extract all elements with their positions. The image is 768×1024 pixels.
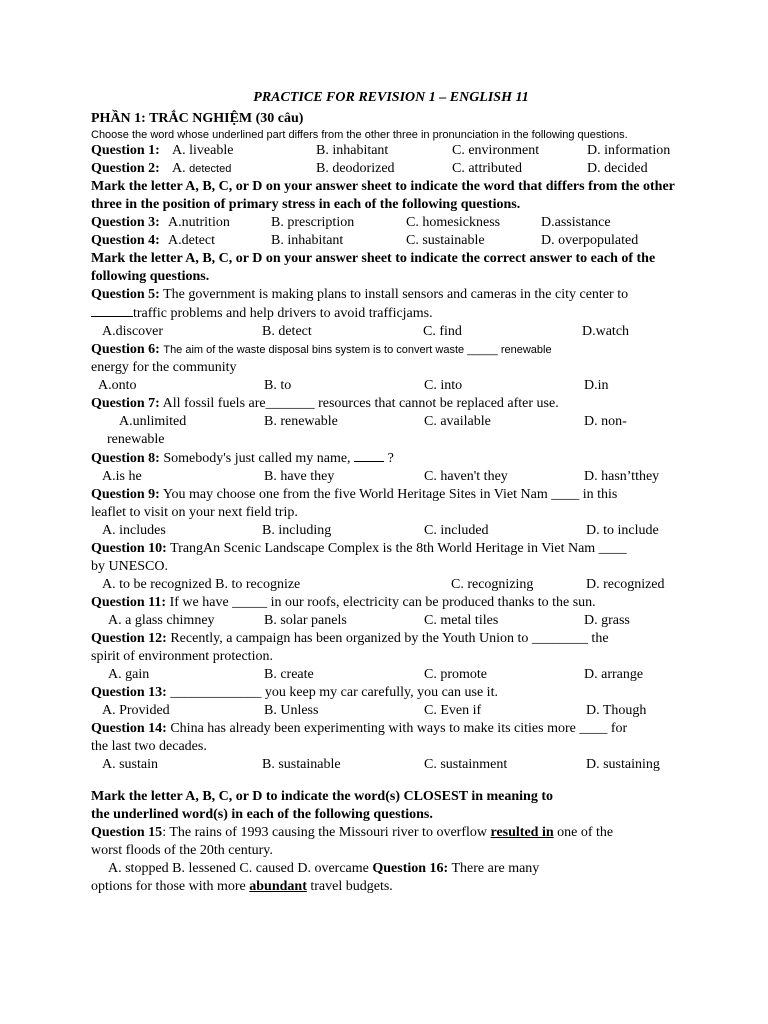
option-d: D. overpopulated <box>541 233 639 248</box>
option-b: B. Unless <box>264 703 319 718</box>
answer-blank <box>354 449 384 462</box>
option-d: D. arrange <box>584 667 644 682</box>
option-c: C. homesickness <box>406 215 501 230</box>
option-c: C. recognizing <box>451 577 534 592</box>
question-16-text: There are many <box>451 861 540 876</box>
question-7-options <box>91 413 691 431</box>
option-d: D. Though <box>586 703 647 718</box>
option-c: C. promote <box>424 667 487 682</box>
option-a: A.is he <box>102 469 142 484</box>
option-b: B. deodorized <box>316 161 395 176</box>
question-text-cont: energy for the community <box>91 360 237 375</box>
option-b: B. detect <box>262 324 312 339</box>
answer-blank <box>91 304 133 317</box>
question-label: Question 10: <box>91 541 167 556</box>
option-b: B. solar panels <box>264 613 347 628</box>
option-b: B. to <box>264 378 292 393</box>
part-heading: PHẦN 1: TRẮC NGHIỆM (30 câu) <box>91 111 304 126</box>
question-14-options <box>91 756 691 774</box>
question-13 <box>91 684 691 702</box>
document-page <box>91 88 691 896</box>
option-a: A.discover <box>102 324 164 339</box>
option-a <box>172 160 231 178</box>
option-c: C. sustainable <box>406 233 485 248</box>
option-d: D. information <box>587 143 671 158</box>
option-d: D. sustaining <box>586 757 660 772</box>
question-5-options <box>91 323 691 341</box>
option-b: B. including <box>262 523 332 538</box>
question-9-options <box>91 522 691 540</box>
option-c: C. haven't they <box>424 469 508 484</box>
option-b: B. inhabitant <box>271 233 344 248</box>
option-a: A.unlimited <box>119 414 187 429</box>
option-c: C. find <box>423 324 462 339</box>
question-2 <box>91 160 691 178</box>
question-3 <box>91 214 691 232</box>
option-b: B. inhabitant <box>316 143 389 158</box>
option-c: C. available <box>424 414 491 429</box>
option-b: B. have they <box>264 469 335 484</box>
question-text-cont: by UNESCO. <box>91 559 169 574</box>
question-text: Somebody's just called my name, <box>163 451 351 466</box>
option-c: C. into <box>424 378 463 393</box>
option-d: D. decided <box>587 161 648 176</box>
question-label: Question 15 <box>91 825 163 840</box>
question-6 <box>91 341 691 377</box>
question-text-cont: leaflet to visit on your next field trip. <box>91 505 298 520</box>
question-text-cont: traffic problems and help drivers to avoid trafficjams. <box>133 306 433 321</box>
option-d: D. non- <box>584 414 627 429</box>
option-b: B. create <box>264 667 314 682</box>
question-10-options <box>91 576 691 594</box>
question-10 <box>91 540 691 576</box>
question-label: Question 14: <box>91 721 167 736</box>
question-11-options <box>91 612 691 630</box>
question-11 <box>91 594 691 612</box>
question-text: If we have _____ in our roofs, electricity can be produced thanks to the sun. <box>169 595 596 610</box>
option-a: A. sustain <box>102 757 158 772</box>
question-14 <box>91 720 691 756</box>
question-7 <box>91 395 691 413</box>
option-a: A.onto <box>98 378 137 393</box>
option-c: C. sustainment <box>424 757 508 772</box>
instruction-stress: Mark the letter A, B, C, or D on your answer sheet to indicate the word that differs from the other three in the position of primary stress in each of the following questions. <box>91 179 675 212</box>
option-d: D. to include <box>586 523 659 538</box>
question-label: Question 1: <box>91 143 160 158</box>
option-c: C. attributed <box>452 161 522 176</box>
question-1 <box>91 142 691 160</box>
question-text-cont: the last two decades. <box>91 739 207 754</box>
question-12 <box>91 630 691 666</box>
option-c: C. included <box>424 523 489 538</box>
instruction-closest-line2: the underlined word(s) in each of the following questions. <box>91 807 433 822</box>
question-text-end: one of the <box>557 825 614 840</box>
question-text-cont: worst floods of the 20th century. <box>91 843 273 858</box>
option-a: A.nutrition <box>168 215 230 230</box>
option-b: B. prescription <box>271 215 355 230</box>
question-text: TrangAn Scenic Landscape Complex is the 8th World Heritage in Viet Nam ____ <box>170 541 627 556</box>
option-d: D. hasn’tthey <box>584 469 660 484</box>
option-d-cont: renewable <box>107 432 165 447</box>
question-4 <box>91 232 691 250</box>
question-12-options <box>91 666 691 684</box>
question-6-options <box>91 377 691 395</box>
question-label: Question 13: <box>91 685 167 700</box>
question-text: You may choose one from the five World Heritage Sites in Viet Nam ____ in this <box>162 487 618 502</box>
question-label: Question 4: <box>91 233 160 248</box>
page-title: PRACTICE FOR REVISION 1 – ENGLISH 11 <box>253 90 529 105</box>
question-16-text-end: travel budgets. <box>310 879 393 894</box>
question-text: The government is making plans to install sensors and cameras in the city center to <box>163 287 629 302</box>
option-c: C. metal tiles <box>424 613 499 628</box>
option-a: A.detect <box>168 233 216 248</box>
question-13-options <box>91 702 691 720</box>
instruction-correct-answer: Mark the letter A, B, C, or D on your answer sheet to indicate the correct answer to each of the following questions. <box>91 251 656 284</box>
option-a: A. gain <box>108 667 150 682</box>
option-d: D.watch <box>582 324 630 339</box>
question-5 <box>91 286 691 323</box>
question-label: Question 2: <box>91 161 160 176</box>
question-text: : The rains of 1993 causing the Missouri river to overflow <box>162 825 487 840</box>
instruction-pronunciation: Choose the word whose underlined part differs from the other three in pronunciation in the following questions. <box>91 129 628 141</box>
option-d: D.in <box>584 378 609 393</box>
option-d: D.assistance <box>541 215 611 230</box>
question-8 <box>91 449 691 468</box>
option-a: A. includes <box>102 523 166 538</box>
question-label: Question 3: <box>91 215 160 230</box>
question-label: Question 5: <box>91 287 160 302</box>
question-9 <box>91 486 691 522</box>
underlined-word: abundant <box>249 879 307 894</box>
question-label: Question 9: <box>91 487 160 502</box>
option-d: D. recognized <box>586 577 665 592</box>
question-label: Question 6: <box>91 342 160 357</box>
question-text: All fossil fuels are_______ resources that cannot be replaced after use. <box>162 396 559 411</box>
option-b: B. sustainable <box>262 757 341 772</box>
option-d: D. grass <box>584 613 630 628</box>
question-text: The aim of the waste disposal bins system is to convert waste _____ renewable <box>163 344 552 356</box>
question-mark: ? <box>387 451 394 466</box>
question-label: Question 8: <box>91 451 160 466</box>
underlined-phrase: resulted in <box>490 825 554 840</box>
question-label: Question 7: <box>91 396 160 411</box>
instruction-closest <box>91 788 691 824</box>
question-15-options <box>91 860 691 896</box>
option-a-letter: A. <box>172 161 186 176</box>
question-label: Question 12: <box>91 631 167 646</box>
question-15 <box>91 824 691 860</box>
options-inline: A. stopped B. lessened C. caused D. overcame <box>108 861 369 876</box>
question-8-options <box>91 468 691 486</box>
option-c: C. environment <box>452 143 540 158</box>
instruction-closest-line1: Mark the letter A, B, C, or D to indicate the word(s) CLOSEST in meaning to <box>91 789 553 804</box>
option-b: B. renewable <box>264 414 338 429</box>
question-text-cont: spirit of environment protection. <box>91 649 273 664</box>
question-text: Recently, a campaign has been organized by the Youth Union to ________ the <box>170 631 609 646</box>
option-a-b: A. to be recognized B. to recognize <box>102 577 301 592</box>
question-text: _____________ you keep my car carefully, you can use it. <box>170 685 498 700</box>
option-a: A. liveable <box>172 143 234 158</box>
question-16-text-cont: options for those with more <box>91 879 246 894</box>
option-c: C. Even if <box>424 703 482 718</box>
option-a: A. Provided <box>102 703 170 718</box>
question-text: China has already been experimenting with ways to make its cities more ____ for <box>170 721 628 736</box>
question-label: Question 11: <box>91 595 167 610</box>
option-a-word: detected <box>189 163 232 175</box>
question-16-label: Question 16: <box>372 861 449 876</box>
option-a: A. a glass chimney <box>108 613 215 628</box>
